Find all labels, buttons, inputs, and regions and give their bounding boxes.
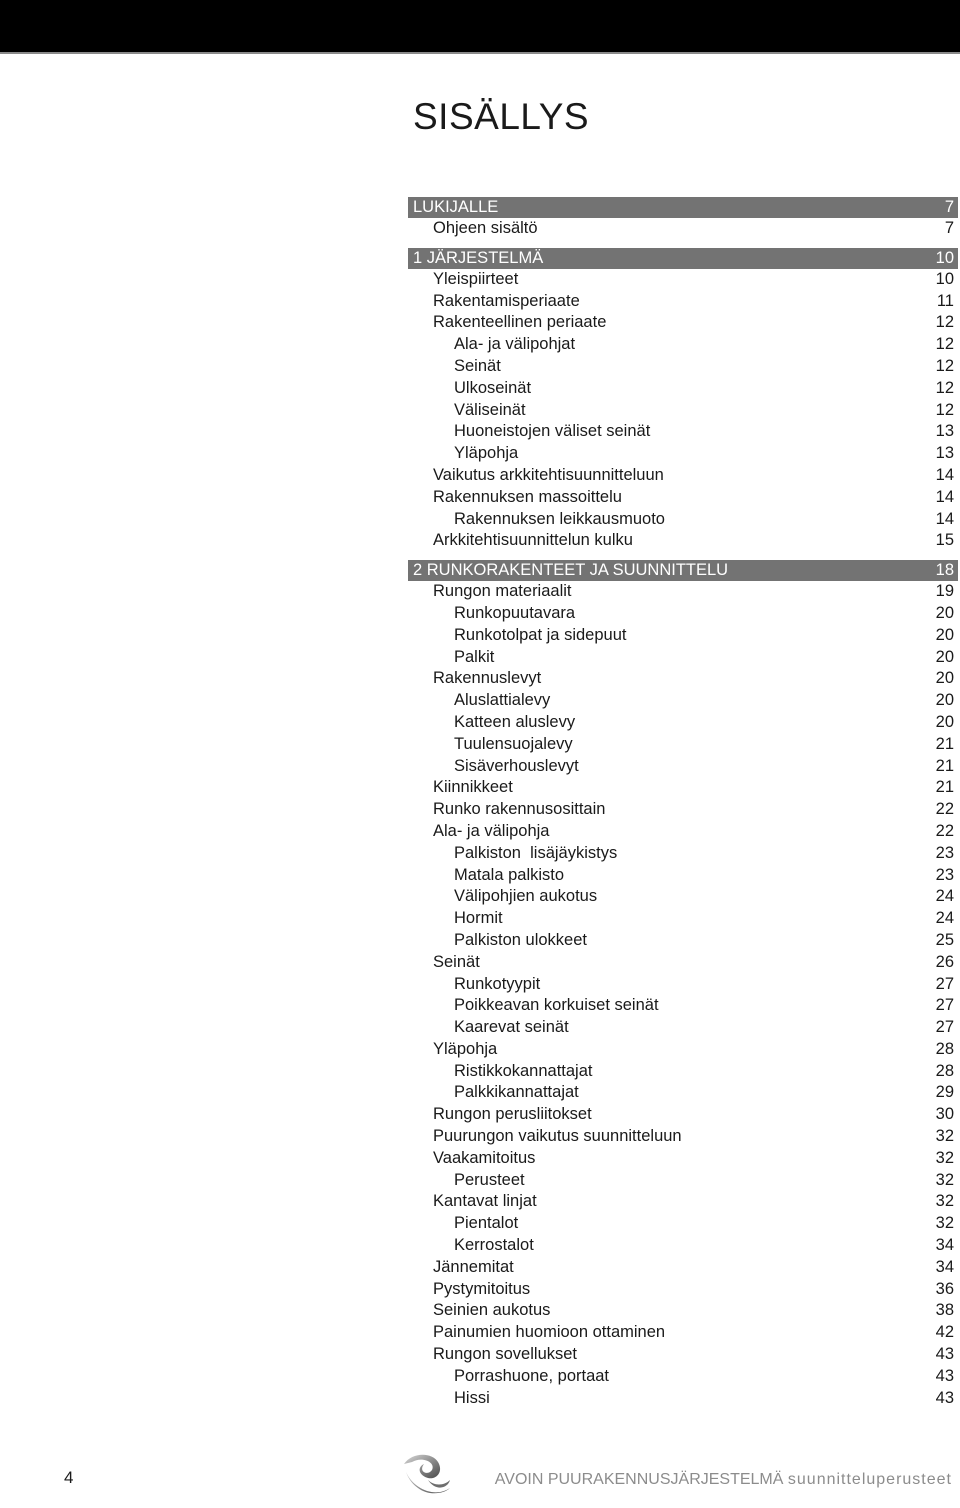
toc-entry	[408, 530, 958, 552]
toc-entry-title: Yleispiirteet	[433, 269, 519, 288]
toc-entry-page: 23	[935, 843, 954, 862]
toc-entry-title: Rakennuksen massoittelu	[433, 487, 622, 506]
toc-entry	[408, 1213, 958, 1235]
toc-entry-page: 32	[935, 1148, 954, 1167]
toc-entry-title: Seinät	[454, 356, 501, 375]
toc-entry-page: 14	[935, 487, 954, 506]
toc-entry	[408, 995, 958, 1017]
toc-entry-page: 13	[935, 422, 954, 441]
publication-footer	[495, 1471, 952, 1489]
toc-entry-page: 22	[935, 800, 954, 819]
toc-entry-title: Rungon materiaalit	[433, 582, 572, 601]
toc-entry-page: 28	[935, 1039, 954, 1058]
toc-entry	[408, 930, 958, 952]
toc-entry	[408, 799, 958, 821]
toc-entry-title: Runkotolpat ja sidepuut	[454, 625, 627, 644]
toc-entry-page: 21	[935, 756, 954, 775]
toc-entry	[408, 218, 958, 240]
toc-entry-page: 34	[935, 1257, 954, 1276]
toc-entry-page: 43	[935, 1366, 954, 1385]
toc-entry-title: Ala- ja välipohja	[433, 821, 550, 840]
toc-entry-page: 19	[935, 582, 954, 601]
header-bar	[0, 0, 960, 54]
toc-entry-title: Porrashuone, portaat	[454, 1366, 610, 1385]
toc-entry-page: 24	[935, 887, 954, 906]
toc-entry	[408, 1344, 958, 1366]
toc-section-page: 18	[935, 561, 954, 580]
toc-entry	[408, 443, 958, 465]
toc-entry-title: Sisäverhouslevyt	[454, 756, 579, 775]
publication-name: AVOIN PUURAKENNUSJÄRJESTELMÄ	[494, 1471, 784, 1488]
toc-entry-title: Yläpohja	[454, 444, 519, 463]
toc-entry	[408, 465, 958, 487]
leaf-logo-icon	[398, 1450, 456, 1502]
toc-entry	[408, 356, 958, 378]
toc-entry-page: 20	[935, 647, 954, 666]
toc-entry-page: 43	[935, 1345, 954, 1364]
toc-section-page: 7	[944, 198, 954, 216]
toc-entry-title: Välipohjien aukotus	[454, 887, 598, 906]
toc-entry-title: Palkiston ulokkeet	[454, 930, 587, 949]
toc-entry-title: Rakenteellinen periaate	[433, 313, 607, 332]
toc-entry-page: 12	[935, 356, 954, 375]
toc-entry-title: Rakennuksen leikkausmuoto	[454, 509, 665, 528]
toc-entry-page: 20	[935, 625, 954, 644]
toc-entry-title: Pientalot	[454, 1214, 519, 1233]
toc-entry-page: 21	[935, 778, 954, 797]
toc-entry-title: Matala palkisto	[454, 865, 565, 884]
toc-entry	[408, 1191, 958, 1213]
toc-entry-page: 27	[935, 974, 954, 993]
toc-entry-page: 29	[935, 1083, 954, 1102]
toc-entry-title: Ohjeen sisältö	[433, 219, 538, 237]
toc-entry	[408, 690, 958, 712]
toc-entry-title: Palkkikannattajat	[454, 1083, 579, 1102]
toc-entry-page: 20	[935, 603, 954, 622]
toc-section-heading	[408, 197, 958, 218]
toc-entry	[408, 1126, 958, 1148]
publication-subtitle: suunnitteluperusteet	[787, 1471, 952, 1488]
toc-entry-title: Katteen aluslevy	[454, 712, 576, 731]
toc-entry-page: 42	[935, 1323, 954, 1342]
toc-entry-title: Rungon perusliitokset	[433, 1105, 592, 1124]
toc-entry	[408, 1082, 958, 1104]
toc-entry-page: 38	[935, 1301, 954, 1320]
toc-entry	[408, 908, 958, 930]
toc-entry-title: Hormit	[454, 909, 503, 928]
toc-entry	[408, 647, 958, 669]
toc-entry-title: Seinät	[433, 952, 480, 971]
toc-entry	[408, 1017, 958, 1039]
toc-entry	[408, 1279, 958, 1301]
toc-entry	[408, 865, 958, 887]
toc-entry	[408, 756, 958, 778]
toc-entry	[408, 821, 958, 843]
toc-entry-page: 23	[935, 865, 954, 884]
toc-entry-page: 34	[935, 1236, 954, 1255]
toc-entry-page: 27	[935, 996, 954, 1015]
toc-entry-title: Huoneistojen väliset seinät	[454, 422, 651, 441]
toc-entry	[408, 1170, 958, 1192]
toc-entry-title: Poikkeavan korkuiset seinät	[454, 996, 659, 1015]
toc-entry	[408, 334, 958, 356]
toc-entry-title: Rakentamisperiaate	[433, 291, 580, 310]
toc-entry-title: Aluslattialevy	[454, 691, 551, 710]
toc-entry-page: 32	[935, 1192, 954, 1211]
toc-entry-page: 14	[935, 465, 954, 484]
toc-entry	[408, 1366, 958, 1388]
toc-entry-page: 43	[935, 1388, 954, 1407]
toc-entry	[408, 291, 958, 313]
toc-entry-page: 32	[935, 1127, 954, 1146]
toc-entry	[408, 625, 958, 647]
toc-section-title: 2 RUNKORAKENTEET JA SUUNNITTELU	[413, 561, 729, 580]
toc-entry-title: Palkit	[454, 647, 495, 666]
toc-entry-title: Puurungon vaikutus suunnitteluun	[433, 1127, 682, 1146]
toc-entry-title: Runkotyypit	[454, 974, 541, 993]
toc-section-title: LUKIJALLE	[413, 198, 499, 216]
toc-entry-title: Vaikutus arkkitehtisuunnitteluun	[433, 465, 664, 484]
toc-entry-page: 28	[935, 1061, 954, 1080]
toc-entry	[408, 712, 958, 734]
toc-entry-page: 32	[935, 1214, 954, 1233]
toc-entry	[408, 269, 958, 291]
toc-entry	[408, 668, 958, 690]
toc-entry-title: Hissi	[454, 1388, 490, 1407]
toc-section-heading	[408, 248, 958, 269]
toc-entry	[408, 1388, 958, 1410]
toc-entry	[408, 886, 958, 908]
toc-entry-title: Jännemitat	[433, 1257, 514, 1276]
toc-entry	[408, 603, 958, 625]
toc-entry-page: 15	[935, 531, 954, 550]
toc-entry-title: Ristikkokannattajat	[454, 1061, 593, 1080]
toc-entry	[408, 734, 958, 756]
toc-entry	[408, 843, 958, 865]
toc-entry-page: 20	[935, 691, 954, 710]
toc-entry	[408, 400, 958, 422]
toc-entry-title: Ulkoseinät	[454, 378, 532, 397]
toc-entry-page: 12	[935, 400, 954, 419]
page-number: 4	[64, 1468, 74, 1487]
toc-entry	[408, 487, 958, 509]
toc-section-page: 10	[935, 248, 954, 267]
toc-entry-title: Runko rakennusosittain	[433, 800, 606, 819]
toc-entry-title: Vaakamitoitus	[433, 1148, 536, 1167]
toc-entry-title: Rakennuslevyt	[433, 669, 542, 688]
toc-entry	[408, 1235, 958, 1257]
toc-entry-page: 20	[935, 669, 954, 688]
toc-entry-page: 26	[935, 952, 954, 971]
toc-entry-title: Runkopuutavara	[454, 603, 576, 622]
toc-entry-page: 20	[935, 712, 954, 731]
toc-entry-page: 32	[935, 1170, 954, 1189]
toc-entry	[408, 312, 958, 334]
toc-entry-title: Pystymitoitus	[433, 1279, 531, 1298]
toc-entry-page: 22	[935, 821, 954, 840]
toc-entry-title: Ala- ja välipohjat	[454, 335, 576, 354]
toc-entry-title: Perusteet	[454, 1170, 525, 1189]
toc-entry-title: Palkiston lisäjäykistys	[454, 843, 618, 862]
toc-entry-page: 10	[935, 269, 954, 288]
toc-entry-page: 24	[935, 909, 954, 928]
toc-entry-page: 12	[935, 378, 954, 397]
toc-entry-title: Arkkitehtisuunnittelun kulku	[433, 531, 633, 550]
toc-entry-title: Tuulensuojalevy	[454, 734, 573, 753]
toc-entry	[408, 581, 958, 603]
toc-entry-page: 36	[935, 1279, 954, 1298]
toc-entry	[408, 421, 958, 443]
toc-entry-title: Rungon sovellukset	[433, 1345, 578, 1364]
toc-entry	[408, 1322, 958, 1344]
toc-entry-page: 13	[935, 444, 954, 463]
toc-entry-title: Seinien aukotus	[433, 1301, 551, 1320]
toc-entry	[408, 1257, 958, 1279]
toc-entry-page: 21	[935, 734, 954, 753]
toc-entry-page: 12	[935, 313, 954, 332]
toc-section-title: 1 JÄRJESTELMÄ	[413, 248, 544, 267]
toc-entry	[408, 509, 958, 531]
table-of-contents	[408, 197, 958, 1409]
toc-section-heading	[408, 560, 958, 581]
toc-entry	[408, 1039, 958, 1061]
toc-entry	[408, 1104, 958, 1126]
toc-entry-title: Yläpohja	[433, 1039, 498, 1058]
toc-entry-title: Kaarevat seinät	[454, 1018, 569, 1037]
toc-entry-title: Väliseinät	[454, 400, 526, 419]
toc-entry-page: 7	[944, 219, 954, 237]
toc-entry-page: 27	[935, 1018, 954, 1037]
toc-entry	[408, 777, 958, 799]
toc-entry	[408, 1300, 958, 1322]
toc-entry-page: 25	[935, 930, 954, 949]
toc-entry-page: 30	[935, 1105, 954, 1124]
toc-entry-title: Kantavat linjat	[433, 1192, 537, 1211]
toc-entry-page: 12	[935, 335, 954, 354]
toc-entry	[408, 952, 958, 974]
toc-entry-page: 14	[935, 509, 954, 528]
toc-entry	[408, 1061, 958, 1083]
toc-entry-page: 11	[936, 291, 954, 310]
toc-entry-title: Kerrostalot	[454, 1236, 534, 1255]
toc-entry	[408, 1148, 958, 1170]
toc-entry-title: Kiinnikkeet	[433, 778, 513, 797]
page-title: SISÄLLYS	[413, 96, 590, 137]
toc-entry	[408, 974, 958, 996]
toc-entry	[408, 378, 958, 400]
toc-entry-title: Painumien huomioon ottaminen	[433, 1323, 666, 1342]
